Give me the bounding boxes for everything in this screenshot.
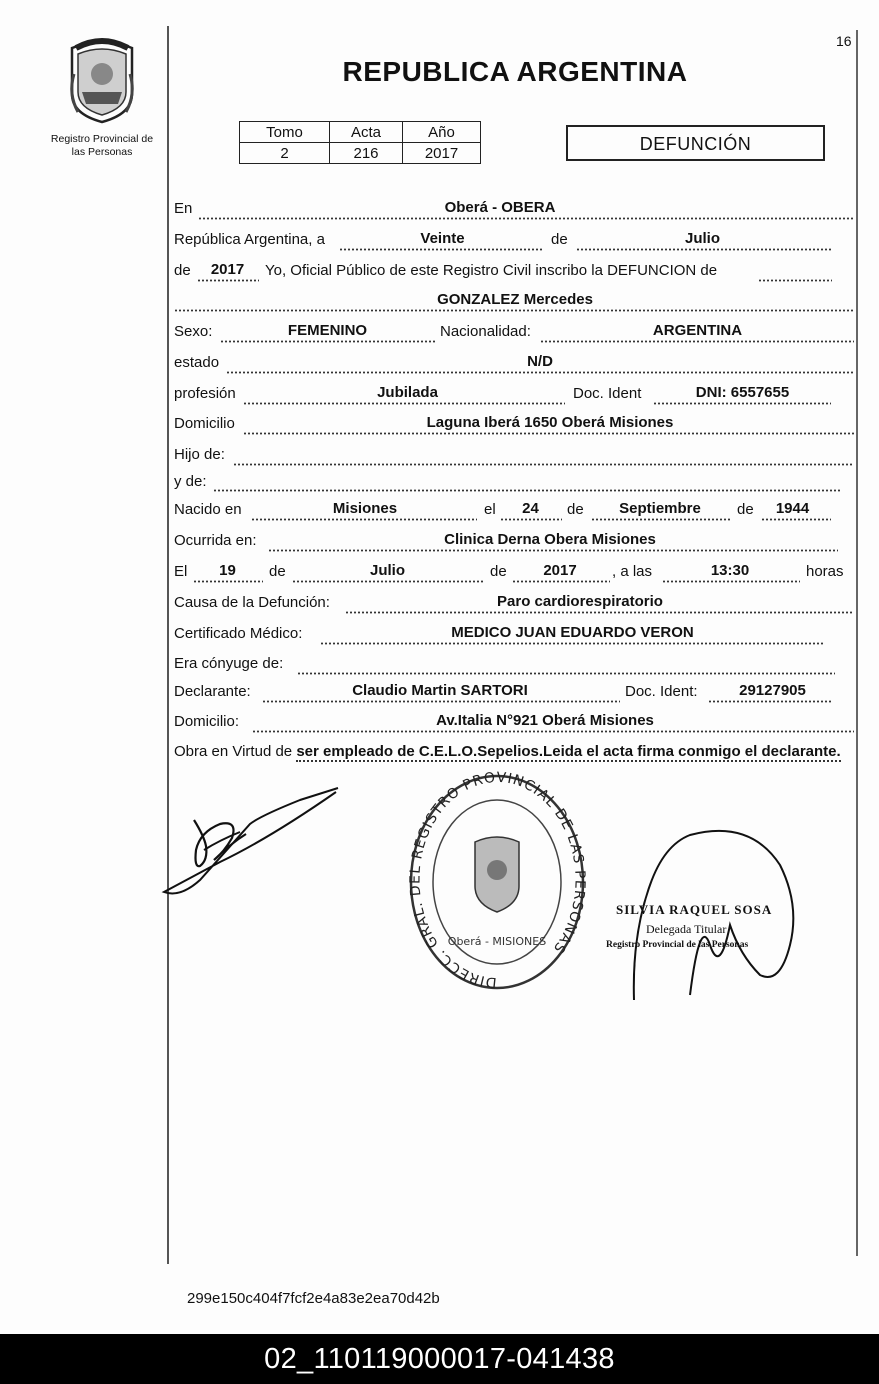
value-nac-dia: 24 [522, 500, 539, 517]
official-signature [630, 825, 800, 1005]
dotted-line [193, 580, 263, 583]
value-def-anio: 2017 [543, 562, 577, 579]
value-anio: 2017 [210, 261, 245, 278]
dotted-line [251, 518, 477, 521]
dotted-line [233, 463, 854, 466]
value-lugar: Oberá - OBERA [444, 199, 556, 216]
value-certificado: MEDICO JUAN EDUARDO VERON [451, 624, 694, 641]
value-mes: Julio [684, 230, 720, 247]
dotted-line [243, 402, 565, 405]
province-seal-icon [64, 34, 140, 124]
label-ocurrida-en: Ocurrida en: [174, 532, 257, 549]
dotted-line [576, 248, 832, 251]
value-doc: DNI: 6557655 [695, 384, 790, 401]
label-de: de [567, 501, 584, 518]
label-de: de [737, 501, 754, 518]
official-name: SILVIA RAQUEL SOSA [616, 902, 773, 917]
dotted-line [320, 642, 825, 645]
label-conyuge: Era cónyuge de: [174, 655, 284, 672]
label-nacido-en: Nacido en [174, 501, 242, 518]
anio-value: 2017 [403, 143, 481, 164]
obra-paragraph [174, 740, 854, 763]
value-domicilio: Laguna Iberá 1650 Oberá Misiones [426, 414, 674, 431]
dotted-line [226, 371, 854, 374]
left-margin-line [167, 26, 169, 1264]
official-role: Delegada Titular [646, 922, 727, 936]
dotted-line [297, 672, 835, 675]
label-de: de [551, 231, 568, 248]
registry-name: Registro Provincial de las Personas [50, 133, 154, 158]
value-nac-anio: 1944 [775, 500, 810, 517]
label-obra: Obra en Virtud de [174, 743, 293, 760]
value-obra: ser empleado de C.E.L.O.Sepelios.Leida el acta firma conmigo el declarante. [296, 743, 841, 760]
value-nac-mes: Septiembre [619, 500, 701, 517]
label-domicilio2: Domicilio: [174, 713, 240, 730]
dotted-line [591, 518, 731, 521]
label-estado: estado [174, 354, 220, 371]
dotted-line [252, 730, 854, 733]
tomo-header: Tomo [240, 122, 330, 143]
stamp-inner-text: Oberá - MISIONES [447, 935, 547, 948]
label-y-de: y de: [174, 473, 207, 490]
label-a-las: , a las [612, 563, 653, 580]
right-margin-line [856, 30, 858, 1256]
label-de: de [174, 262, 191, 279]
acta-value: 216 [330, 143, 403, 164]
label-de: de [490, 563, 507, 580]
label-doc-ident2: Doc. Ident: [625, 683, 698, 700]
label-declarante: Declarante: [174, 683, 251, 700]
value-sexo: FEMENINO [287, 322, 368, 339]
value-nac-lugar: Misiones [332, 500, 398, 517]
dotted-line [213, 489, 841, 492]
label-sexo: Sexo: [174, 323, 213, 340]
value-estado: N/D [527, 353, 553, 370]
stamp-ring-text: DIRECC. GRAL. DEL REGISTRO PROVINCIAL DE LAS PERSONAS [407, 770, 588, 991]
official-stamp [405, 770, 590, 995]
dotted-line [540, 340, 854, 343]
label-republica: República Argentina, a [174, 231, 325, 248]
declarant-signature [160, 780, 350, 900]
label-profesion: profesión [174, 385, 236, 402]
dotted-line [345, 611, 854, 614]
dotted-line [292, 580, 484, 583]
tomo-value: 2 [240, 143, 330, 164]
value-nombre: GONZALEZ Mercedes [437, 291, 593, 308]
label-horas: horas [806, 563, 844, 580]
dotted-line [174, 309, 854, 312]
value-hora: 13:30 [710, 562, 750, 579]
label-domicilio: Domicilio [174, 415, 235, 432]
label-causa: Causa de la Defunción: [174, 594, 330, 611]
label-el-cap: El [174, 563, 188, 580]
value-def-mes: Julio [369, 562, 405, 579]
label-el: el [484, 501, 496, 518]
label-yo: Yo, Oficial Público de este Registro Civil inscribo la DEFUNCION de [265, 262, 718, 279]
dotted-line [653, 402, 831, 405]
record-type-box: DEFUNCIÓN [566, 125, 825, 161]
value-causa: Paro cardiorespiratorio [497, 593, 663, 610]
value-ocurrida: Clinica Derna Obera Misiones [444, 531, 656, 548]
value-declarante-doc: 29127905 [739, 682, 806, 699]
dotted-line [339, 248, 544, 251]
footer-code: 02_110119000017-041438 [0, 1334, 879, 1384]
acta-header: Acta [330, 122, 403, 143]
value-nacionalidad: ARGENTINA [652, 322, 743, 339]
label-nacionalidad: Nacionalidad: [440, 323, 531, 340]
dotted-line [220, 340, 436, 343]
record-table [239, 121, 481, 164]
dotted-line [500, 518, 562, 521]
value-def-dia: 19 [219, 562, 236, 579]
value-profesion: Jubilada [377, 384, 438, 401]
dotted-line [197, 279, 259, 282]
dotted-line [761, 518, 831, 521]
label-certificado: Certificado Médico: [174, 625, 303, 642]
dotted-line [243, 432, 854, 435]
dotted-line [268, 549, 838, 552]
value-declarante: Claudio Martin SARTORI [352, 682, 528, 699]
dotted-line [758, 279, 832, 282]
label-de: de [269, 563, 286, 580]
page-number: 16 [836, 33, 852, 49]
dotted-line [512, 580, 610, 583]
label-hijo-de: Hijo de: [174, 446, 225, 463]
dotted-line [198, 217, 854, 220]
official-office: Registro Provincial de las Personas [606, 940, 749, 950]
dotted-line [662, 580, 800, 583]
value-declarante-domicilio: Av.Italia N°921 Oberá Misiones [436, 712, 654, 729]
dotted-line [708, 700, 832, 703]
dotted-line [262, 700, 620, 703]
anio-header: Año [403, 122, 481, 143]
value-dia-texto: Veinte [420, 230, 465, 247]
document-hash: 299e150c404f7fcf2e4a83e2ea70d42b [187, 1290, 440, 1307]
stamp-emblem-icon [475, 837, 519, 912]
label-doc-ident: Doc. Ident [573, 385, 642, 402]
label-en: En [174, 200, 193, 217]
document-title: REPUBLICA ARGENTINA [342, 56, 688, 87]
